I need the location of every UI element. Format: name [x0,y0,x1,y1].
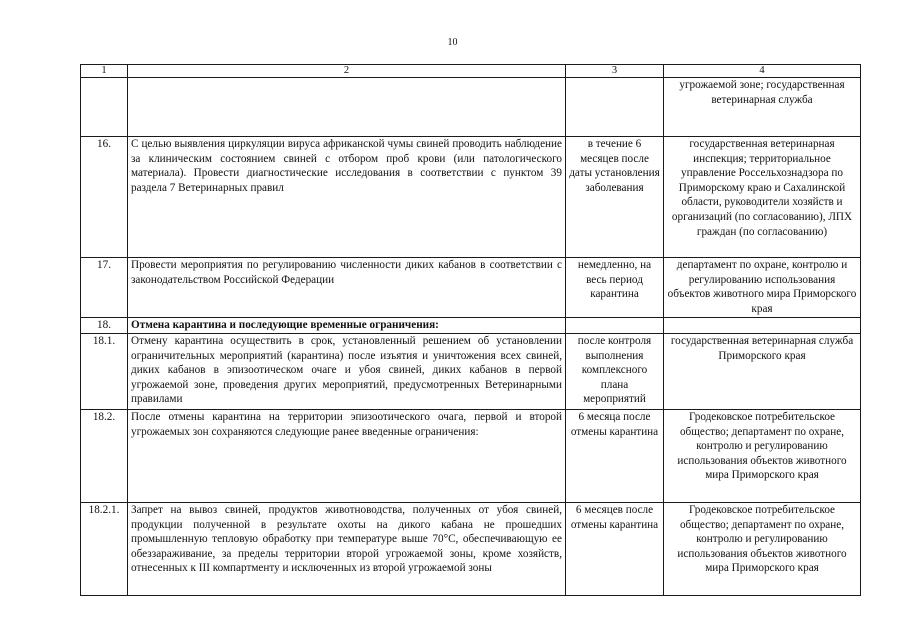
row-description: После отмены карантина на территории эпизоотического очага, первой и второй угрожаемых зон сохраняются следующие ранее введенные ограничения: [128,410,566,503]
table-row [81,503,861,596]
measures-table [80,64,861,596]
row-responsible: государственная ветеринарная инспекция; территориальное управление Россельхознадзора по Приморскому краю и Сахалинской области, руководители хозяйств и организаций (по согласованию), ЛПХ граждан (по согласованию) [664,137,861,258]
header-cell-2: 2 [128,65,566,78]
row-term: 6 месяца после отмены карантина [566,410,664,503]
header-cell-4: 4 [664,65,861,78]
row-number: 18.2. [81,410,128,503]
row-description: Провести мероприятия по регулированию численности диких кабанов в соответствии с законодательством Российской Федерации [128,258,566,318]
section-heading: Отмена карантина и последующие временные ограничения: [128,318,566,334]
table-row [81,318,861,334]
row-number: 16. [81,137,128,258]
table-row [81,78,861,137]
row-term: немедленно, на весь период карантина [566,258,664,318]
row-description: Запрет на вывоз свиней, продуктов животноводства, полученных от убоя свиней, продукции полученной в результате охоты на дикого кабана не прошедших промышленную тепловую обработку при температуре выше 70°С, обеспечивающую ее обеззараживание, за пределы территории второй угрожаемой зоны, кроме хозяйств, отнесенных к III компартменту и исключенных из второй угрожаемой зоны [128,503,566,596]
row-responsible [664,318,861,334]
table-header-row [81,65,861,78]
row-term: в течение 6 месяцев после даты установления заболевания [566,137,664,258]
page-number: 10 [447,37,458,48]
table-row [81,334,861,410]
table-row [81,137,861,258]
row-description: Отмену карантина осуществить в срок, установленный решением об установлении ограничительных мероприятий (карантина) после изъятия и уничтожения всех свиней, диких кабанов в эпизоотическом очаге и убоя свиней, диких кабанов в первой угрожаемой зоне, проведения других мероприятий, предусмотренных Ветеринарными правилами [128,334,566,410]
row-description [128,78,566,137]
row-number: 18.2.1. [81,503,128,596]
row-term: после контроля выполнения комплексного плана мероприятий [566,334,664,410]
row-responsible: Гродековское потребительское общество; департамент по охране, контролю и регулированию использования объектов животного мира Приморского края [664,503,861,596]
row-responsible: Гродековское потребительское общество; департамент по охране, контролю и регулированию использования объектов животного мира Приморского края [664,410,861,503]
row-number: 18.1. [81,334,128,410]
table-row [81,410,861,503]
row-term: 6 месяцев после отмены карантина [566,503,664,596]
row-term [566,318,664,334]
table-row [81,258,861,318]
row-description: С целью выявления циркуляции вируса африканской чумы свиней проводить наблюдение за клиническим состоянием свиней с отбором проб крови (или патологического материала). Провести диагностические исследования в соответствии с пунктом 39 раздела 7 Ветеринарных правил [128,137,566,258]
row-term [566,78,664,137]
row-number: 17. [81,258,128,318]
header-cell-3: 3 [566,65,664,78]
header-cell-1: 1 [81,65,128,78]
row-responsible: государственная ветеринарная служба Приморского края [664,334,861,410]
row-responsible: угрожаемой зоне; государственная ветеринарная служба [664,78,861,137]
row-number: 18. [81,318,128,334]
row-responsible: департамент по охране, контролю и регулированию использования объектов животного мира Приморского края [664,258,861,318]
row-number [81,78,128,137]
